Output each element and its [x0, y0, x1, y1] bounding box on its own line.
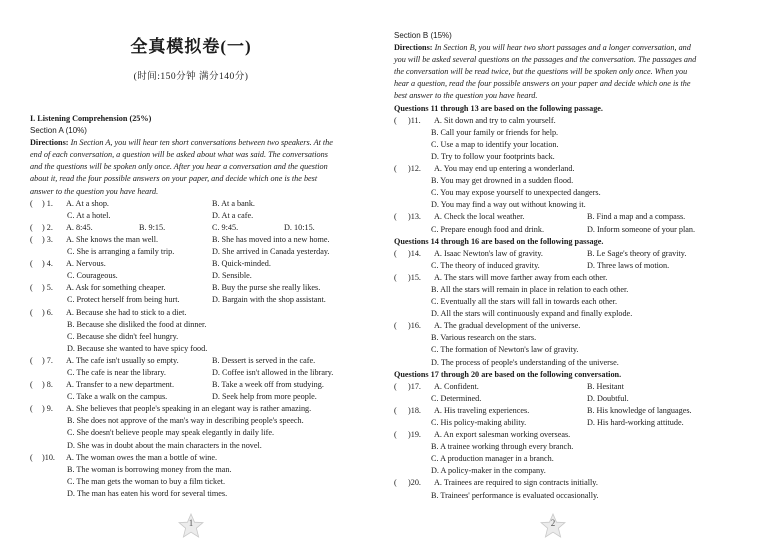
directions-text: the conversation will be read twice, but the questions will be spoken only once. When you	[394, 67, 688, 77]
option-a: A. She knows the man well.	[66, 234, 159, 244]
answer-blank[interactable]: (	[30, 307, 33, 317]
question-number: )15.	[408, 272, 421, 282]
question-18	[394, 405, 742, 417]
option-a: A. An export salesman working overseas.	[434, 430, 571, 440]
directions-text: you will be asked several questions on the passages and the conversation. The passages and	[394, 55, 697, 65]
question-20	[394, 477, 742, 489]
directions-label: Directions:	[394, 43, 433, 53]
option-d: D. At a cafe.	[212, 210, 254, 220]
question-number: ) 3.	[42, 234, 53, 244]
question-number: ) 8.	[42, 380, 53, 390]
option-d: D. Because she wanted to have spicy food.	[67, 343, 208, 353]
answer-blank[interactable]: (	[394, 212, 397, 222]
answer-blank[interactable]: (	[394, 405, 397, 415]
option-a: A. Ask for something cheaper.	[66, 283, 166, 293]
question-4-row-2	[30, 270, 352, 282]
option-c: C. His policy-making ability.	[431, 418, 527, 427]
option-c: C. You may expose yourself to unexpected dangers.	[431, 188, 601, 198]
question-16-row-4	[394, 357, 742, 369]
option-b: B. Because she disliked the food at dinner.	[67, 319, 207, 329]
question-19	[394, 429, 742, 441]
option-b: B. Find a map and a compass.	[587, 212, 686, 222]
page-number: 2	[550, 518, 556, 528]
option-b: B. Quick-minded.	[212, 259, 271, 269]
question-number: ) 2.	[42, 222, 53, 232]
question-11-row-2	[394, 127, 742, 139]
question-11	[394, 115, 742, 127]
question-13-row-2	[394, 224, 742, 236]
answer-blank[interactable]: (	[30, 259, 33, 269]
question-9-row-4	[30, 440, 352, 452]
question-number: )10.	[42, 452, 55, 462]
option-d: D. 10:15.	[284, 222, 315, 232]
option-a: A. You may end up entering a wonderland.	[434, 164, 575, 174]
option-c: C. The theory of induced gravity.	[431, 260, 540, 270]
option-a: A. Check the local weather.	[434, 212, 525, 222]
option-a: A. Nervous.	[66, 259, 106, 269]
option-d: D. Coffee isn't allowed in the library.	[212, 367, 334, 377]
question-number: )12.	[408, 164, 421, 174]
option-c: C. Protect herself from being hurt.	[67, 295, 180, 305]
question-7-row-2	[30, 367, 352, 379]
answer-blank[interactable]: (	[30, 198, 33, 208]
option-b: B. 9:15.	[139, 222, 166, 232]
option-b: B. Various research on the stars.	[431, 333, 537, 343]
option-b: B. She does not approve of the man's way in describing people's speech.	[67, 416, 304, 426]
section-a-heading: Section A (10%)	[30, 126, 87, 136]
question-4	[30, 258, 352, 270]
option-c: C. Eventually all the stars will fall in towards each other.	[431, 297, 617, 307]
option-c: C. 9:45.	[212, 222, 239, 232]
answer-blank[interactable]: (	[394, 248, 397, 258]
question-number: )11.	[408, 115, 421, 125]
question-17	[394, 381, 742, 393]
question-7	[30, 355, 352, 367]
question-number: )14.	[408, 248, 421, 258]
question-9-row-2	[30, 415, 352, 427]
question-20-row-2	[394, 490, 742, 502]
directions-text: about it, read the four possible answers on your paper, and decide which one is the best	[30, 174, 318, 184]
option-d: D. She was in doubt about the main characters in the novel.	[67, 440, 262, 450]
question-number: ) 4.	[42, 259, 53, 269]
option-a: A. 8:45.	[66, 222, 93, 232]
question-19-row-3	[394, 453, 742, 465]
option-c: C. The cafe is near the library.	[67, 367, 166, 377]
option-d: D. Three laws of motion.	[587, 260, 670, 270]
question-19-row-4	[394, 465, 742, 477]
answer-blank[interactable]: (	[30, 404, 33, 414]
option-b: B. Le Sage's theory of gravity.	[587, 248, 687, 258]
question-5-row-2	[30, 294, 352, 306]
option-d: D. Try to follow your footprints back.	[431, 151, 555, 161]
section-b-heading: Section B (15%)	[394, 31, 452, 40]
option-d: D. His hard-working attitude.	[587, 418, 684, 427]
option-a: A. The stars will move farther away from each other.	[434, 272, 608, 282]
question-group-heading: Questions 11 through 13 are based on the following passage.	[394, 103, 603, 113]
question-16	[394, 320, 742, 332]
question-12-row-2	[394, 175, 742, 187]
question-2	[30, 222, 352, 234]
question-number: )17.	[408, 381, 421, 391]
question-5	[30, 282, 352, 294]
question-number: ) 1.	[42, 198, 53, 208]
option-b: B. Trainees' performance is evaluated occasionally.	[431, 490, 599, 500]
part-heading: I. Listening Comprehension (25%)	[30, 114, 152, 123]
option-c: C. Use a map to identify your location.	[431, 139, 559, 149]
question-10-row-2	[30, 464, 352, 476]
question-3	[30, 234, 352, 246]
right-column	[394, 30, 742, 502]
question-12	[394, 163, 742, 175]
question-8-row-2	[30, 391, 352, 403]
option-d: D. Bargain with the shop assistant.	[212, 295, 326, 305]
option-d: D. Inform someone of your plan.	[587, 224, 696, 234]
question-17-row-2	[394, 393, 742, 405]
option-c: C. Take a walk on the campus.	[67, 392, 168, 402]
question-number: ) 6.	[42, 307, 53, 317]
option-a: A. The woman owes the man a bottle of wine.	[66, 452, 218, 462]
answer-blank[interactable]: (	[30, 380, 33, 390]
directions-text: hear a question, read the four possible answers on your paper and decide which one is the	[394, 79, 691, 89]
question-number: ) 7.	[42, 355, 53, 365]
option-c: C. A production manager in a branch.	[431, 454, 554, 464]
option-c: C. Because she didn't feel hungry.	[67, 331, 179, 341]
question-6-row-4	[30, 343, 352, 355]
option-d: D. Seek help from more people.	[212, 392, 317, 402]
option-d: D. A policy-maker in the company.	[431, 466, 546, 476]
question-12-row-3	[394, 187, 742, 199]
option-b: B. Buy the purse she really likes.	[212, 283, 321, 293]
question-15	[394, 272, 742, 284]
option-a: A. Because she had to stick to a diet.	[66, 307, 187, 317]
question-10-row-3	[30, 476, 352, 488]
option-c: C. The man gets the woman to buy a film ticket.	[67, 476, 226, 486]
left-column	[30, 113, 352, 500]
question-number: )13.	[408, 212, 421, 222]
option-b: B. Hesitant	[587, 381, 624, 391]
option-c: C. Determined.	[431, 393, 482, 403]
page-number: 1	[188, 518, 194, 528]
option-a: A. The cafe isn't usually so empty.	[66, 355, 179, 365]
question-number: ) 9.	[42, 404, 53, 414]
answer-blank[interactable]: (	[30, 355, 33, 365]
section-a-directions	[30, 137, 352, 197]
right-page	[382, 0, 765, 547]
answer-blank[interactable]: (	[394, 164, 397, 174]
option-b: B. The woman is borrowing money from the man.	[67, 464, 232, 474]
question-16-row-2	[394, 332, 742, 344]
option-d: D. Doubtful.	[587, 393, 629, 403]
option-c: C. The formation of Newton's law of gravity.	[431, 345, 579, 355]
question-15-row-4	[394, 308, 742, 320]
option-a: A. Trainees are required to sign contracts initially.	[434, 478, 598, 488]
option-c: C. She is arranging a family trip.	[67, 247, 175, 257]
answer-blank[interactable]: (	[394, 381, 397, 391]
question-14-row-2	[394, 260, 742, 272]
question-11-row-4	[394, 151, 742, 163]
question-1-row-2	[30, 210, 352, 222]
answer-blank[interactable]: (	[394, 321, 397, 331]
question-10-row-4	[30, 488, 352, 500]
option-a: A. Sit down and try to calm yourself.	[434, 115, 556, 125]
option-a: A. His traveling experiences.	[434, 405, 530, 415]
option-b: B. Dessert is served in the cafe.	[212, 355, 316, 365]
question-11-row-3	[394, 139, 742, 151]
option-b: B. Call your family or friends for help.	[431, 127, 559, 137]
answer-blank[interactable]: (	[30, 234, 33, 244]
option-d: D. She arrived in Canada yesterday.	[212, 247, 330, 257]
option-a: A. She believes that people's speaking in an elegant way is rather amazing.	[66, 404, 312, 414]
question-number: )18.	[408, 405, 421, 415]
option-b: B. His knowledge of languages.	[587, 405, 692, 415]
question-number: ) 5.	[42, 283, 53, 293]
option-b: B. You may get drowned in a sudden flood.	[431, 176, 574, 186]
answer-blank[interactable]: (	[394, 115, 397, 125]
question-8	[30, 379, 352, 391]
option-d: D. All the stars will continuously expand and finally explode.	[431, 309, 633, 319]
question-6-row-3	[30, 331, 352, 343]
answer-blank[interactable]: (	[394, 478, 397, 488]
exam-subtitle: (时间:150分钟 满分140分)	[133, 72, 249, 82]
exam-title: 全真模拟卷(一)	[130, 37, 252, 56]
option-c: C. She doesn't believe people may speak elegantly in daily life.	[67, 428, 275, 438]
directions-label: Directions:	[30, 138, 69, 148]
question-9-row-3	[30, 427, 352, 439]
question-15-row-3	[394, 296, 742, 308]
question-19-row-2	[394, 441, 742, 453]
option-a: A. Transfer to a new department.	[66, 380, 175, 390]
answer-blank[interactable]: (	[394, 272, 397, 282]
answer-blank[interactable]: (	[30, 283, 33, 293]
question-15-row-2	[394, 284, 742, 296]
left-page	[0, 0, 382, 547]
question-10	[30, 452, 352, 464]
option-d: D. You may find a way out without knowing it.	[431, 200, 586, 210]
directions-text: In Section A, you will hear ten short conversations between two speakers. At the	[68, 138, 333, 148]
directions-text: In Section B, you will hear two short passages and a longer conversation, and	[432, 43, 691, 53]
question-1	[30, 198, 352, 210]
question-16-row-3	[394, 344, 742, 356]
question-number: )16.	[408, 321, 421, 331]
option-d: D. Sensible.	[212, 271, 252, 281]
option-b: B. She has moved into a new home.	[212, 234, 330, 244]
option-c: C. Courageous.	[67, 271, 118, 281]
option-a: A. At a shop.	[66, 198, 109, 208]
answer-blank[interactable]: (	[30, 452, 33, 462]
directions-text: answer to the question you have heard.	[30, 186, 159, 196]
question-group-heading: Questions 14 through 16 are based on the following passage.	[394, 236, 604, 246]
option-b: B. A trainee working through every branch.	[431, 442, 574, 452]
question-9	[30, 403, 352, 415]
question-14	[394, 248, 742, 260]
option-a: A. Isaac Newton's law of gravity.	[434, 248, 543, 258]
option-a: A. The gradual development of the universe.	[434, 321, 581, 331]
option-b: B. All the stars will remain in place in relation to each other.	[431, 284, 629, 294]
question-number: )19.	[408, 430, 421, 440]
question-6	[30, 307, 352, 319]
question-number: )20.	[408, 478, 421, 488]
directions-text: end of each conversation, a question will be asked about what was said. The conversations	[30, 150, 328, 160]
question-13	[394, 211, 742, 223]
option-b: B. Take a week off from studying.	[212, 380, 324, 390]
question-18-row-2	[394, 417, 742, 429]
question-3-row-2	[30, 246, 352, 258]
option-b: B. At a bank.	[212, 198, 255, 208]
option-c: C. At a hotel.	[67, 210, 111, 220]
question-12-row-4	[394, 199, 742, 211]
answer-blank[interactable]: (	[30, 222, 33, 232]
option-a: A. Confident.	[434, 381, 479, 391]
option-c: C. Prepare enough food and drink.	[431, 224, 545, 234]
option-d: D. The process of people's understanding of the universe.	[431, 357, 619, 367]
question-6-row-2	[30, 319, 352, 331]
section-b-directions	[394, 42, 742, 102]
answer-blank[interactable]: (	[394, 430, 397, 440]
directions-text: and the questions will be spoken only once. After you hear a conversation and the question	[30, 162, 328, 172]
option-d: D. The man has eaten his word for several times.	[67, 488, 228, 498]
directions-text: best answer to the question you have heard.	[394, 91, 538, 101]
question-group-heading: Questions 17 through 20 are based on the following conversation.	[394, 369, 622, 379]
